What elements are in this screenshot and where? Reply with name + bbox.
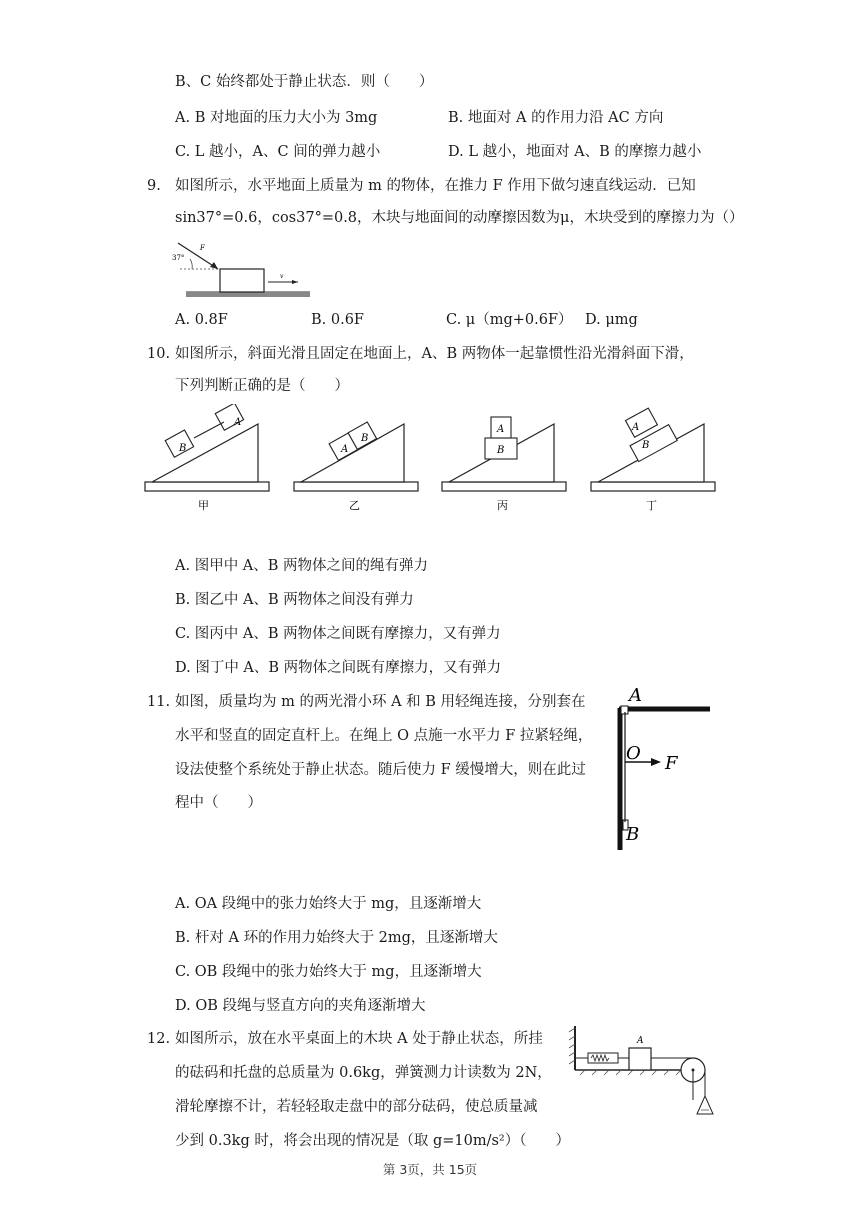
q9-figure [170, 240, 320, 300]
q9-option-c: C. μ（mg+0.6F） [446, 312, 573, 328]
q10-diagram-jia [145, 404, 269, 512]
q9-option-a: A. 0.8F [175, 312, 228, 328]
q9-stem-line1: 如图所示，水平地面上质量为 m 的物体，在推力 F 作用下做匀速直线运动．已知 [175, 178, 696, 194]
q8-stem-tail: B、C 始终都处于静止状态．则（ ） [175, 74, 434, 90]
q11-label-f: F [665, 753, 678, 774]
q11-number: 11. [147, 694, 171, 710]
q10-bing-label-b: B [497, 445, 505, 456]
q12-stem-line4: 少到 0.3kg 时，将会出现的情况是（取 g=10m/s²）（ ） [175, 1133, 570, 1149]
q10-ding-label-a: A [632, 422, 640, 433]
q9-angle-label: 37° [172, 254, 185, 262]
q9-block [220, 269, 264, 292]
q10-caption-ding: 丁 [646, 499, 657, 512]
q11-stem-line3: 设法使整个系统处于静止状态。随后使力 F 缓慢增大，则在此过 [175, 762, 586, 778]
q8-option-b: B. 地面对 A 的作用力沿 AC 方向 [448, 110, 664, 126]
q11-figure [606, 680, 716, 855]
q10-caption-yi: 乙 [349, 499, 360, 512]
q10-bing-label-a: A [497, 424, 505, 435]
q9-number: 9. [147, 178, 161, 194]
q12-number: 12. [147, 1031, 171, 1047]
q9-stem-line2: sin37°=0.6，cos37°=0.8，木块与地面间的动摩擦因数为μ，木块受到的摩擦力为（） [175, 210, 744, 226]
q10-diagram-bing [442, 417, 566, 512]
q11-option-a: A. OA 段绳中的张力始终大于 mg，且逐渐增大 [175, 896, 482, 912]
q8-option-a: A. B 对地面的压力大小为 3mg [175, 110, 378, 126]
q11-option-c: C. OB 段绳中的张力始终大于 mg，且逐渐增大 [175, 964, 482, 980]
q10-caption-jia: 甲 [198, 499, 209, 512]
q10-option-c: C. 图丙中 A、B 两物体之间既有摩擦力，又有弹力 [175, 626, 501, 642]
q12-stem-line3: 滑轮摩擦不计，若轻轻取走盘中的部分砝码，使总质量减 [175, 1099, 538, 1115]
q11-label-a: A [629, 685, 642, 706]
q10-ding-label-b: B [642, 440, 650, 451]
q11-option-b: B. 杆对 A 环的作用力始终大于 2mg，且逐渐增大 [175, 930, 498, 946]
q9-force-label: F [200, 244, 205, 252]
q12-stem-line2: 的砝码和托盘的总质量为 0.6kg，弹簧测力计读数为 2N， [175, 1065, 552, 1081]
q9-ground [186, 292, 310, 297]
q12-weight-tray [697, 1096, 713, 1114]
q10-diagram-yi [294, 422, 418, 512]
q10-option-a: A. 图甲中 A、B 两物体之间的绳有弹力 [175, 558, 429, 574]
q10-jia-label-a: A [234, 417, 242, 428]
q9-option-b: B. 0.6F [311, 312, 364, 328]
page-footer: 第 3页，共 15页 [382, 1162, 478, 1177]
q10-option-b: B. 图乙中 A、B 两物体之间没有弹力 [175, 592, 414, 608]
q10-diagram-ding [591, 408, 715, 512]
q12-figure [566, 1022, 716, 1120]
q9-option-d: D. μmg [585, 312, 638, 328]
q8-option-c: C. L 越小，A、C 间的弹力越小 [175, 144, 381, 160]
q11-label-b: B [626, 824, 640, 845]
q10-yi-label-a: A [341, 444, 349, 455]
q10-yi-label-b: B [361, 433, 369, 444]
q10-figure [142, 404, 722, 520]
q12-stem-line1: 如图所示，放在水平桌面上的木块 A 处于静止状态，所挂 [175, 1031, 543, 1047]
q10-stem-line2: 下列判断正确的是（ ） [175, 378, 349, 394]
q11-stem-line4: 程中（ ） [175, 795, 262, 811]
q12-label-a: A [637, 1036, 644, 1046]
q11-option-d: D. OB 段绳与竖直方向的夹角逐渐增大 [175, 998, 426, 1014]
q8-option-d: D. L 越小，地面对 A、B 的摩擦力越小 [448, 144, 702, 160]
q10-option-d: D. 图丁中 A、B 两物体之间既有摩擦力，又有弹力 [175, 660, 502, 676]
q10-number: 10. [147, 346, 171, 362]
q12-block-a [629, 1048, 651, 1070]
q11-stem-line1: 如图，质量均为 m 的两光滑小环 A 和 B 用轻绳连接，分别套在 [175, 694, 586, 710]
q11-label-o: O [626, 743, 641, 764]
q10-jia-label-b: B [179, 443, 187, 454]
q11-stem-line2: 水平和竖直的固定直杆上。在绳上 O 点施一水平力 F 拉紧轻绳， [175, 728, 593, 744]
q10-stem-line1: 如图所示，斜面光滑且固定在地面上，A、B 两物体一起靠惯性沿光滑斜面下滑， [175, 346, 694, 362]
q10-caption-bing: 丙 [497, 499, 508, 512]
q9-velocity-label: v [280, 273, 284, 280]
